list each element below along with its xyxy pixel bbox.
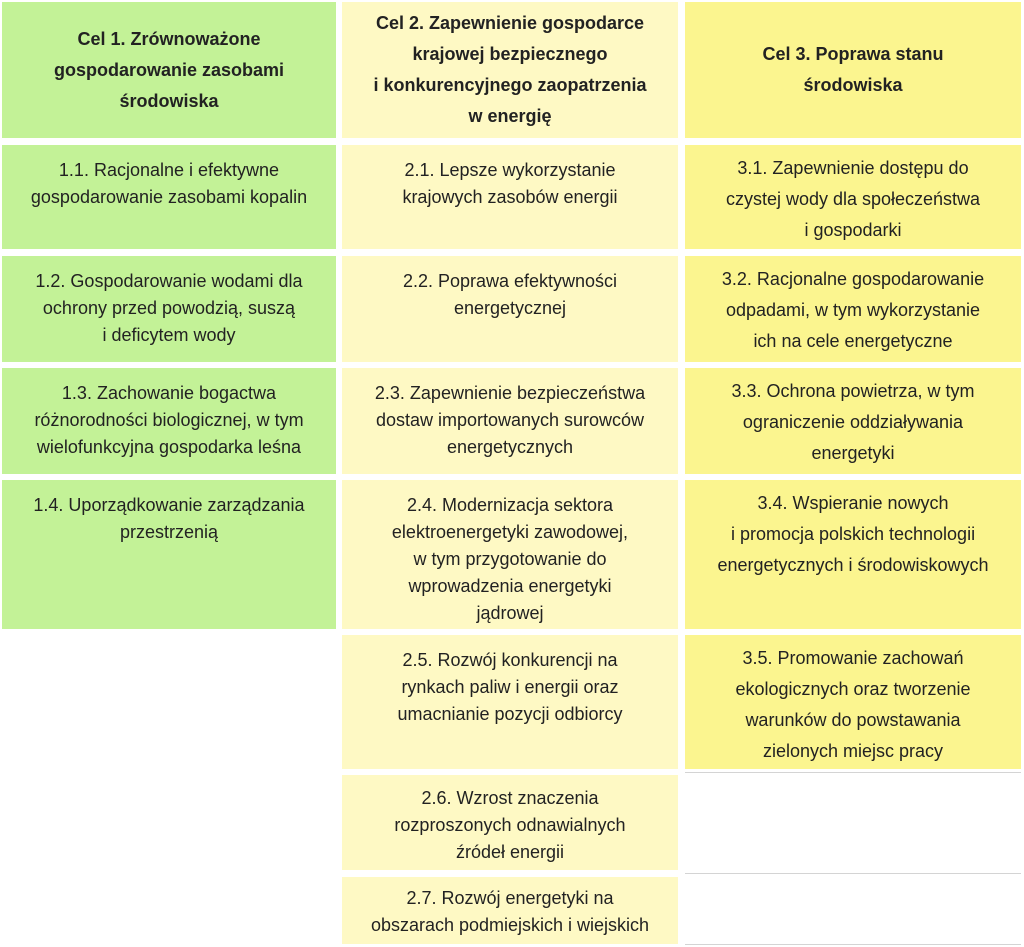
goal-1-header-line: Cel 1. Zrównoważone xyxy=(77,28,261,49)
goal-1-item-3 xyxy=(2,368,336,474)
item-line: 1.1. Racjonalne i efektywne xyxy=(58,160,280,180)
item-line: 3.2. Racjonalne gospodarowanie xyxy=(721,269,985,289)
item-line: 2.6. Wzrost znaczenia xyxy=(421,788,599,808)
goal-2-item-3 xyxy=(342,368,678,474)
item-line: umacnianie pozycji odbiorcy xyxy=(397,704,623,724)
item-line: 3.3. Ochrona powietrza, w tym xyxy=(731,381,975,401)
item-line: 1.3. Zachowanie bogactwa xyxy=(61,383,277,403)
goal-3-item-1 xyxy=(685,145,1021,249)
item-line: krajowych zasobów energii xyxy=(402,187,618,207)
item-line: źródeł energii xyxy=(455,842,565,862)
item-line: odpadami, w tym wykorzystanie xyxy=(725,300,981,320)
goal-3-item-2 xyxy=(685,256,1021,362)
item-line: różnorodności biologicznej, w tym xyxy=(34,410,304,430)
item-line: ekologicznych oraz tworzenie xyxy=(735,679,971,699)
item-line: 2.4. Modernizacja sektora xyxy=(406,495,614,515)
item-line: 2.2. Poprawa efektywności xyxy=(402,271,618,291)
goal-1-header-line: gospodarowanie zasobami xyxy=(53,59,285,80)
item-line: warunków do powstawania xyxy=(745,710,961,730)
item-line: i promocja polskich technologii xyxy=(730,524,976,544)
item-line: rozproszonych odnawialnych xyxy=(394,815,626,835)
item-line: energetycznej xyxy=(453,298,567,318)
goal-2-header-line: w energię xyxy=(468,106,552,126)
item-line: ochrony przed powodzią, suszą xyxy=(42,298,296,318)
item-line: i deficytem wody xyxy=(102,325,236,345)
item-line: jądrowej xyxy=(476,603,544,623)
item-line: 1.4. Uporządkowanie zarządzania xyxy=(33,495,305,515)
goal-2-item-1 xyxy=(342,145,678,249)
goal-3-item-3 xyxy=(685,368,1021,474)
goal-2-item-6 xyxy=(342,775,678,870)
empty-cell xyxy=(685,772,1021,872)
item-line: energetycznych i środowiskowych xyxy=(717,555,989,575)
item-line: 3.1. Zapewnienie dostępu do xyxy=(737,158,969,178)
item-line: ograniczenie oddziaływania xyxy=(742,412,964,432)
empty-cell xyxy=(685,873,1021,945)
item-line: rynkach paliw i energii oraz xyxy=(401,677,619,697)
goal-2-header-line: Cel 2. Zapewnienie gospodarce xyxy=(375,13,645,33)
item-line: gospodarowanie zasobami kopalin xyxy=(30,187,308,207)
item-line: obszarach podmiejskich i wiejskich xyxy=(370,915,650,935)
item-line: dostaw importowanych surowców xyxy=(375,410,645,430)
item-line: 1.2. Gospodarowanie wodami dla xyxy=(35,271,303,291)
item-line: elektroenergetyki zawodowej, xyxy=(391,522,629,542)
goal-2-header-line: i konkurencyjnego zaopatrzenia xyxy=(373,75,647,95)
item-line: ich na cele energetyczne xyxy=(753,331,953,351)
item-line: 2.7. Rozwój energetyki na xyxy=(406,888,614,908)
item-line: czystej wody dla społeczeństwa xyxy=(725,189,981,209)
goal-1-item-2 xyxy=(2,256,336,362)
item-line: 3.5. Promowanie zachowań xyxy=(742,648,964,668)
item-line: 2.3. Zapewnienie bezpieczeństwa xyxy=(374,383,646,403)
goal-3-header-line: środowiska xyxy=(803,75,903,95)
item-line: 2.1. Lepsze wykorzystanie xyxy=(404,160,616,180)
item-line: wielofunkcyjna gospodarka leśna xyxy=(36,437,302,457)
goal-3-header-line: Cel 3. Poprawa stanu xyxy=(762,44,944,64)
goal-3-item-5 xyxy=(685,635,1021,769)
goal-1-item-4 xyxy=(2,480,336,629)
goal-1-header-line: środowiska xyxy=(119,90,219,111)
item-line: 3.4. Wspieranie nowych xyxy=(757,493,949,513)
item-line: i gospodarki xyxy=(804,220,902,240)
item-line: zielonych miejsc pracy xyxy=(762,741,944,761)
item-line: w tym przygotowanie do xyxy=(413,549,607,569)
item-line: przestrzenią xyxy=(119,522,219,542)
goal-1-header xyxy=(2,2,336,138)
goal-2-item-4 xyxy=(342,480,678,629)
goal-2-item-2 xyxy=(342,256,678,362)
item-line: 2.5. Rozwój konkurencji na xyxy=(402,650,618,670)
item-line: wprowadzenia energetyki xyxy=(408,576,612,596)
goal-3-header xyxy=(685,2,1021,138)
goal-2-item-7 xyxy=(342,877,678,944)
goal-3-item-4 xyxy=(685,480,1021,629)
item-line: energetycznych xyxy=(446,437,574,457)
goal-1-item-1 xyxy=(2,145,336,249)
item-line: energetyki xyxy=(811,443,895,463)
goal-2-header xyxy=(342,2,678,138)
goal-2-header-line: krajowej bezpiecznego xyxy=(412,44,608,64)
goal-2-item-5 xyxy=(342,635,678,769)
